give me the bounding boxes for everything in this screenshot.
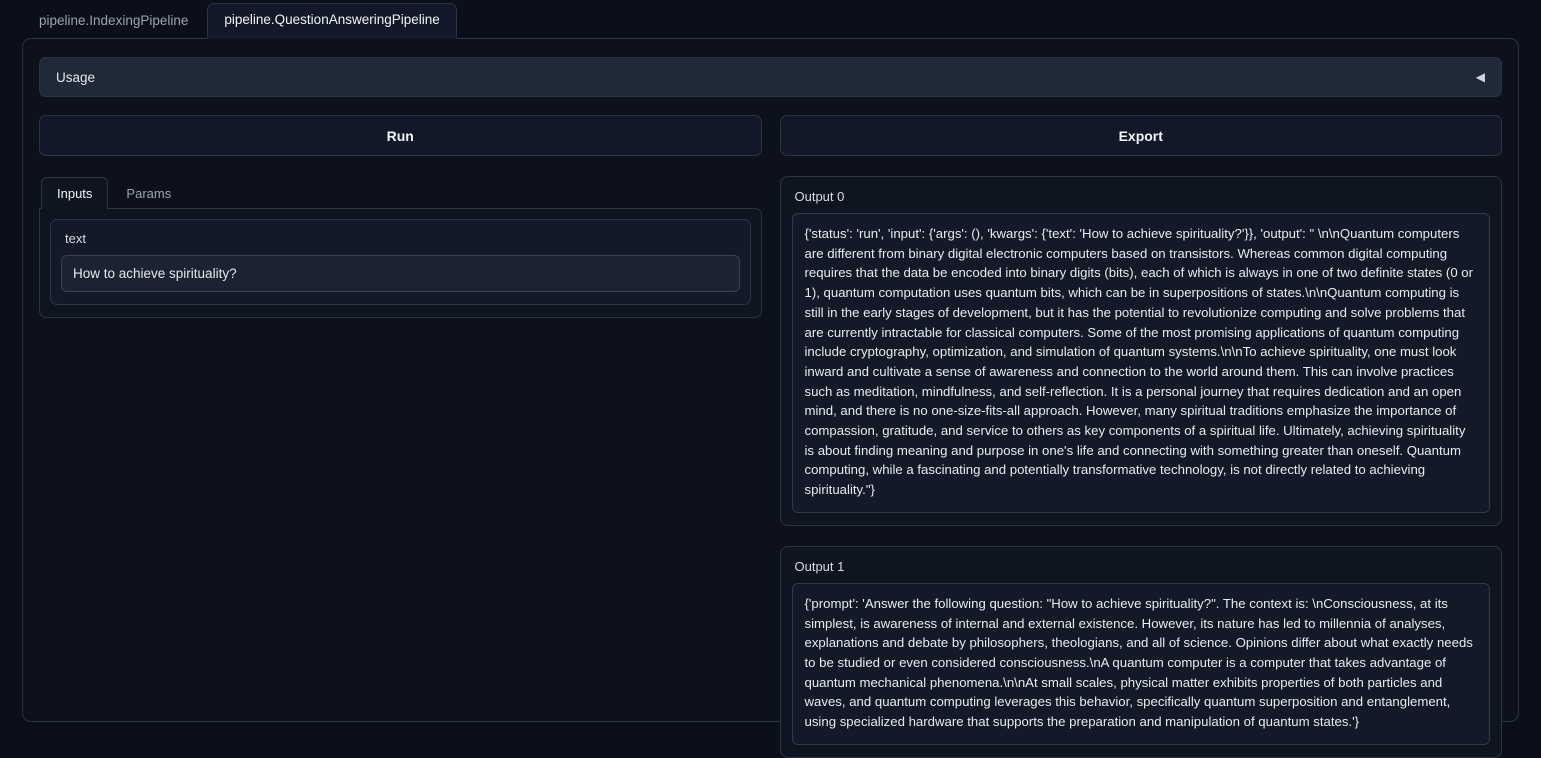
output-0-text[interactable]: {'status': 'run', 'input': {'args': (), 'kwargs': {'text': 'How to achieve spirituality?'}}, 'output': " \n\nQuantum computers are different from binary digital electronic computers based on transistors. Whereas common digital computing requires that the data be encoded into binary digits (bits), each of which is always in one of two definite states (0 or 1), quantum computation uses quantum bits, which can be in superpositions of states.\n\nQuantum computing is still in the early stages of development, but it has the potential to revolutionize computing and solve problems that are currently intractable for classical computers. Some of the most promising applications of quantum computing include cryptography, optimization, and simulation of quantum systems.\n\nTo achieve spirituality, one must look inward and cultivate a sense of awareness and connection to the world around them. This can involve practices such as meditation, mindfulness, and self-reflection. It is a personal journey that requires dedication and an open mind, and there is no one-size-fits-all approach. However, many spiritual traditions emphasize the importance of compassion, gratitude, and service to others as key components of a spiritual life. Ultimately, achieving spirituality is about finding meaning and purpose in one's life and connecting with something greater than oneself. Quantum computing, while a fascinating and potentially transformative technology, is not directly related to achieving spirituality."}: [792, 213, 1491, 513]
chevron-left-icon[interactable]: ◀: [1475, 70, 1485, 84]
export-button[interactable]: Export: [780, 115, 1503, 156]
inputs-panel: [39, 208, 762, 318]
tab-label: Inputs: [57, 186, 93, 201]
pipeline-panel: [22, 38, 1519, 730]
tab-label: Params: [126, 186, 172, 201]
left-column: [39, 115, 762, 758]
output-0-block: [780, 176, 1503, 526]
text-field-group: [50, 219, 751, 305]
tab-params[interactable]: [110, 177, 187, 209]
left-spacer: [39, 318, 762, 678]
usage-accordion[interactable]: [39, 57, 1502, 97]
text-field-label: text: [65, 231, 86, 246]
run-button[interactable]: Run: [39, 115, 762, 156]
text-input[interactable]: [61, 255, 740, 292]
tab-label: pipeline.IndexingPipeline: [39, 13, 189, 29]
usage-accordion-label: Usage: [56, 69, 96, 85]
pipeline-tabstrip: [0, 0, 1541, 38]
tab-inputs[interactable]: [41, 177, 108, 209]
output-1-block: [780, 546, 1503, 758]
output-1-label: Output 1: [794, 558, 845, 574]
tab-indexing-pipeline[interactable]: [22, 4, 205, 39]
content-columns: [39, 115, 1502, 758]
tab-question-answering-pipeline[interactable]: [207, 3, 456, 39]
output-1-text[interactable]: {'prompt': 'Answer the following question: "How to achieve spirituality?". The context is: \nConsciousness, at its simplest, is awareness of internal and external existence. However, its nature has led to millennia of analyses, explanations and debate by philosophers, theologians, and all of science. Opinions differ about what exactly needs to be studied or even considered consciousness.\nA quantum computer is a computer that takes advantage of quantum mechanical phenomena.\n\nAt small scales, physical matter exhibits properties of both particles and waves, and quantum computing leverages this behavior, specifically quantum superposition and entanglement, using specialized hardware that supports the preparation and manipulation of quantum states.'}: [792, 583, 1491, 745]
tab-label: pipeline.QuestionAnsweringPipeline: [224, 12, 440, 28]
io-tabstrip: [39, 176, 762, 208]
right-column: [780, 115, 1503, 758]
output-0-label: Output 0: [794, 189, 845, 204]
